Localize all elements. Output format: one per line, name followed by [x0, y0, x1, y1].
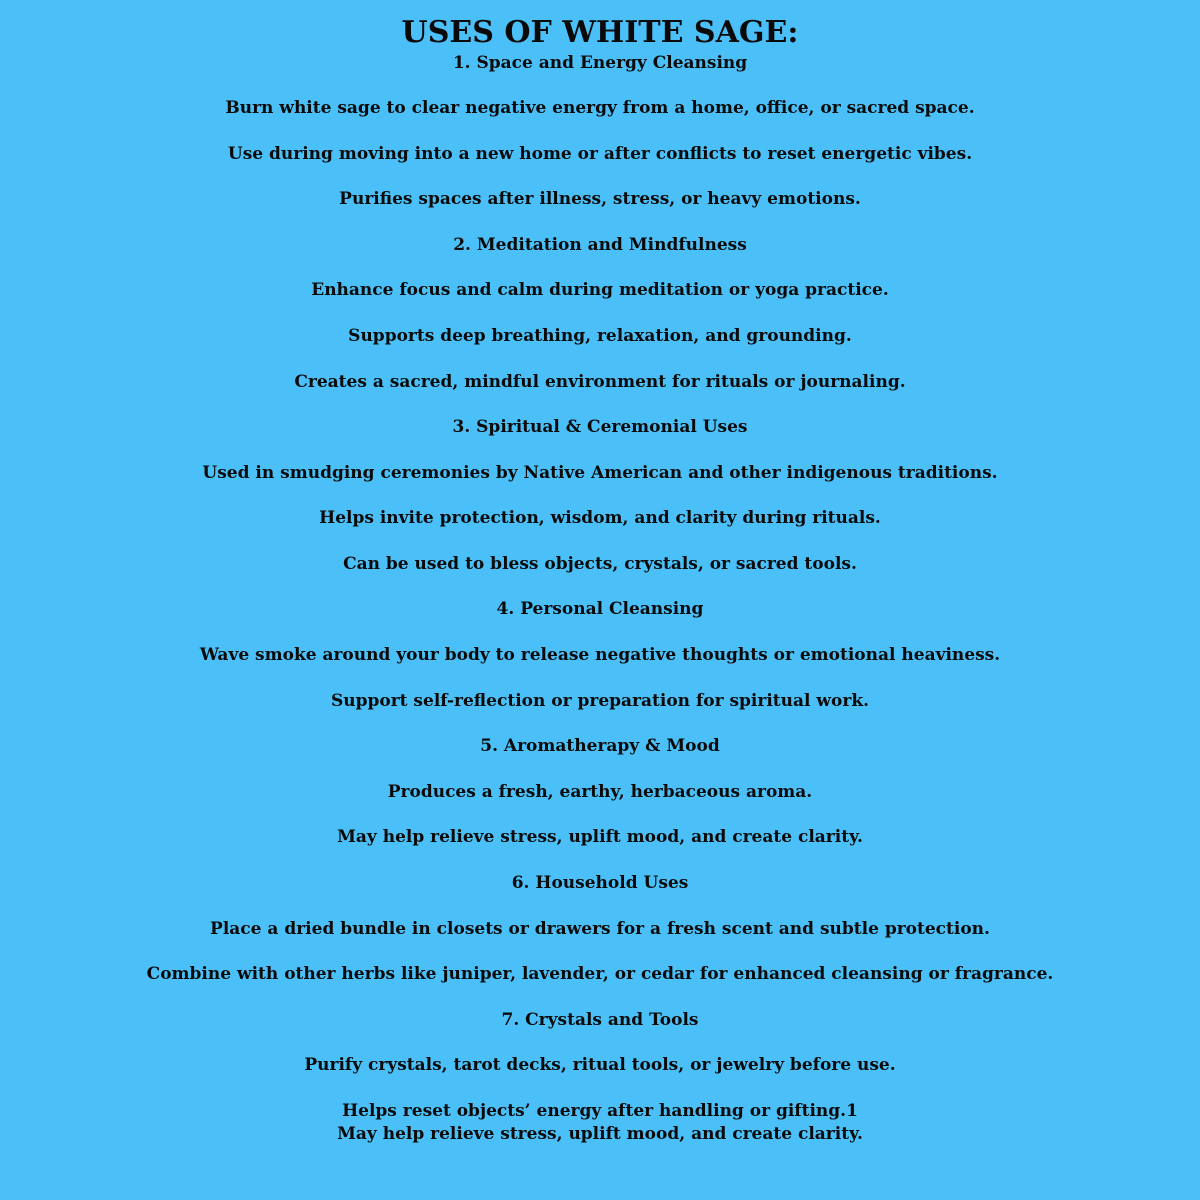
text-line: Purifies spaces after illness, stress, or heavy emotions. [339, 189, 861, 209]
section-heading-personal-cleansing: 4. Personal Cleansing [496, 599, 704, 619]
text-line: Used in smudging ceremonies by Native American and other indigenous traditions. [202, 463, 998, 483]
text-line: Burn white sage to clear negative energy from a home, office, or sacred space. [225, 98, 975, 118]
text-line: Place a dried bundle in closets or drawers for a fresh scent and subtle protection. [210, 919, 990, 939]
text-line: Combine with other herbs like juniper, lavender, or cedar for enhanced cleansing or fragrance. [146, 964, 1054, 984]
section-heading-crystals-tools: 7. Crystals and Tools [501, 1010, 699, 1030]
text-line: Can be used to bless objects, crystals, or sacred tools. [343, 554, 857, 574]
text-line: Wave smoke around your body to release negative thoughts or emotional heaviness. [199, 645, 1001, 665]
page-title: USES OF WHITE SAGE: [401, 15, 799, 50]
text-line: Purify crystals, tarot decks, ritual tools, or jewelry before use. [304, 1055, 896, 1075]
text-line: Use during moving into a new home or after conflicts to reset energetic vibes. [227, 144, 973, 164]
section-heading-aromatherapy-mood: 5. Aromatherapy & Mood [480, 736, 720, 756]
text-line: Enhance focus and calm during meditation or yoga practice. [311, 280, 889, 300]
text-line: May help relieve stress, uplift mood, and create clarity. [337, 1124, 863, 1144]
section-heading-meditation-mindfulness: 2. Meditation and Mindfulness [453, 235, 747, 255]
section-heading-space-energy-cleansing: 1. Space and Energy Cleansing [452, 53, 748, 73]
text-line: Helps invite protection, wisdom, and clarity during rituals. [319, 508, 881, 528]
text-line: Helps reset objects’ energy after handling or gifting.1 [342, 1101, 858, 1121]
section-heading-spiritual-ceremonial: 3. Spiritual & Ceremonial Uses [452, 417, 748, 437]
text-line: Creates a sacred, mindful environment for rituals or journaling. [294, 372, 906, 392]
text-line: Produces a fresh, earthy, herbaceous aroma. [387, 782, 813, 802]
section-heading-household-uses: 6. Household Uses [511, 873, 689, 893]
text-line: Support self-reflection or preparation for spiritual work. [330, 691, 870, 711]
text-line: May help relieve stress, uplift mood, and create clarity. [337, 827, 863, 847]
text-line: Supports deep breathing, relaxation, and grounding. [348, 326, 852, 346]
